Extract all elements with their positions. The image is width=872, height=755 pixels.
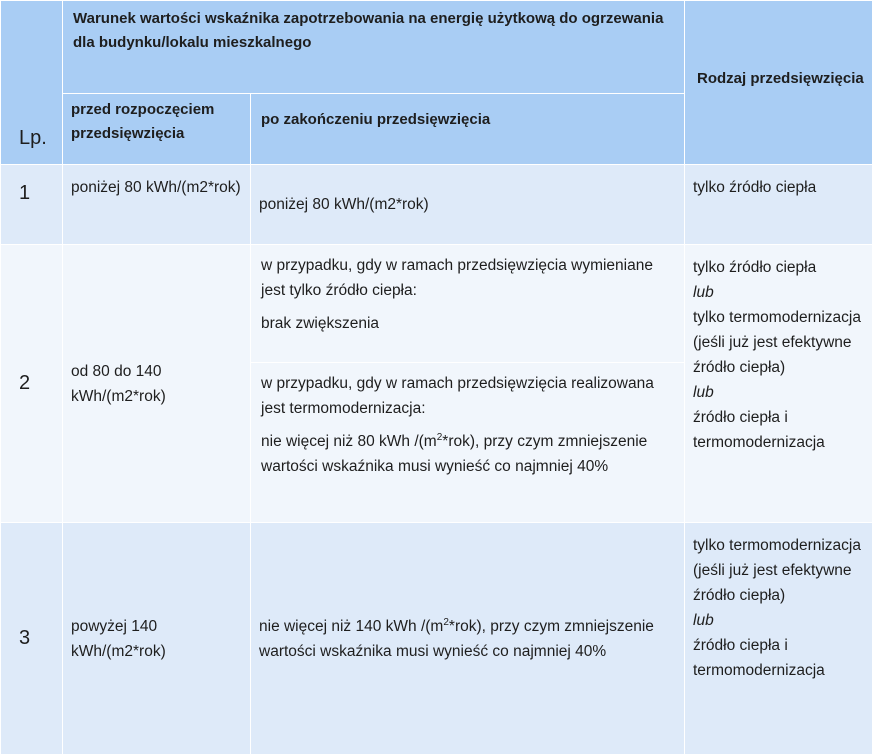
row-2-lp: 2 (1, 245, 63, 523)
row-3-lp: 3 (1, 523, 63, 755)
header-lp: Lp. (1, 1, 63, 165)
row-2-after-b-value-sup: 2 (437, 432, 443, 443)
row-3-after-sup: 2 (443, 616, 449, 627)
row-3-after-post: *rok), przy czym zmniejszenie wartości wskaźnika musi wynieść co najmniej 40% (259, 618, 654, 660)
row-1-lp: 1 (1, 165, 63, 245)
row-2-type (685, 245, 872, 523)
row-2-type-3: źródło ciepła i termomodernizacja (693, 405, 872, 455)
row-2-after-b-value-pre: nie więcej niż 80 kWh /(m (261, 433, 437, 450)
row-2-type-2: tylko termomodernizacja (jeśli już jest efektywne źródło ciepła) (693, 305, 872, 380)
row-2-after-b-value-post: *rok), przy czym zmniejszenie wartości wskaźnika musi wynieść co najmniej 40% (261, 433, 647, 475)
row-2-type-lub-1: lub (693, 280, 872, 305)
row-3-type-lub: lub (693, 608, 872, 633)
row-2-type-1: tylko źródło ciepła (693, 255, 872, 280)
row-2-after-b-intro: w przypadku, gdy w ramach przedsięwzięcia realizowana jest termomodernizacja: (261, 371, 674, 421)
row-3-type (685, 523, 872, 755)
row-2-after-a-intro: w przypadku, gdy w ramach przedsięwzięcia wymieniane jest tylko źródło ciepła: (261, 253, 674, 303)
row-3-type-1: tylko termomodernizacja (jeśli już jest efektywne źródło ciepła) (693, 533, 872, 608)
row-2-after-thermo (251, 363, 685, 523)
row-1-type: tylko źródło ciepła (685, 165, 872, 245)
header-row-1 (1, 1, 872, 94)
table-row-3 (1, 523, 872, 755)
row-2-after-a-value: brak zwiększenia (261, 311, 674, 336)
row-2-after-b-value (261, 429, 674, 479)
table-row-2 (1, 245, 872, 363)
header-condition-title: Warunek wartości wskaźnika zapotrzebowania na energię użytkową do ogrzewania dla budynku/lokalu mieszkalnego (63, 1, 685, 94)
row-3-after-pre: nie więcej niż 140 kWh /(m (259, 618, 443, 635)
row-1-after: poniżej 80 kWh/(m2*rok) (251, 165, 685, 245)
table-row-1 (1, 165, 872, 245)
row-3-type-2: źródło ciepła i termomodernizacja (693, 633, 872, 683)
row-2-after-heat-source (251, 245, 685, 363)
row-2-type-lub-2: lub (693, 380, 872, 405)
header-after: po zakończeniu przedsięwzięcia (251, 94, 685, 165)
row-3-before: powyżej 140 kWh/(m2*rok) (63, 523, 251, 755)
header-type: Rodzaj przedsięwzięcia (685, 1, 872, 165)
row-3-after (251, 523, 685, 755)
row-1-before: poniżej 80 kWh/(m2*rok) (63, 165, 251, 245)
header-before: przed rozpoczęciem przedsięwzięcia (63, 94, 251, 165)
row-2-before: od 80 do 140 kWh/(m2*rok) (63, 245, 251, 523)
